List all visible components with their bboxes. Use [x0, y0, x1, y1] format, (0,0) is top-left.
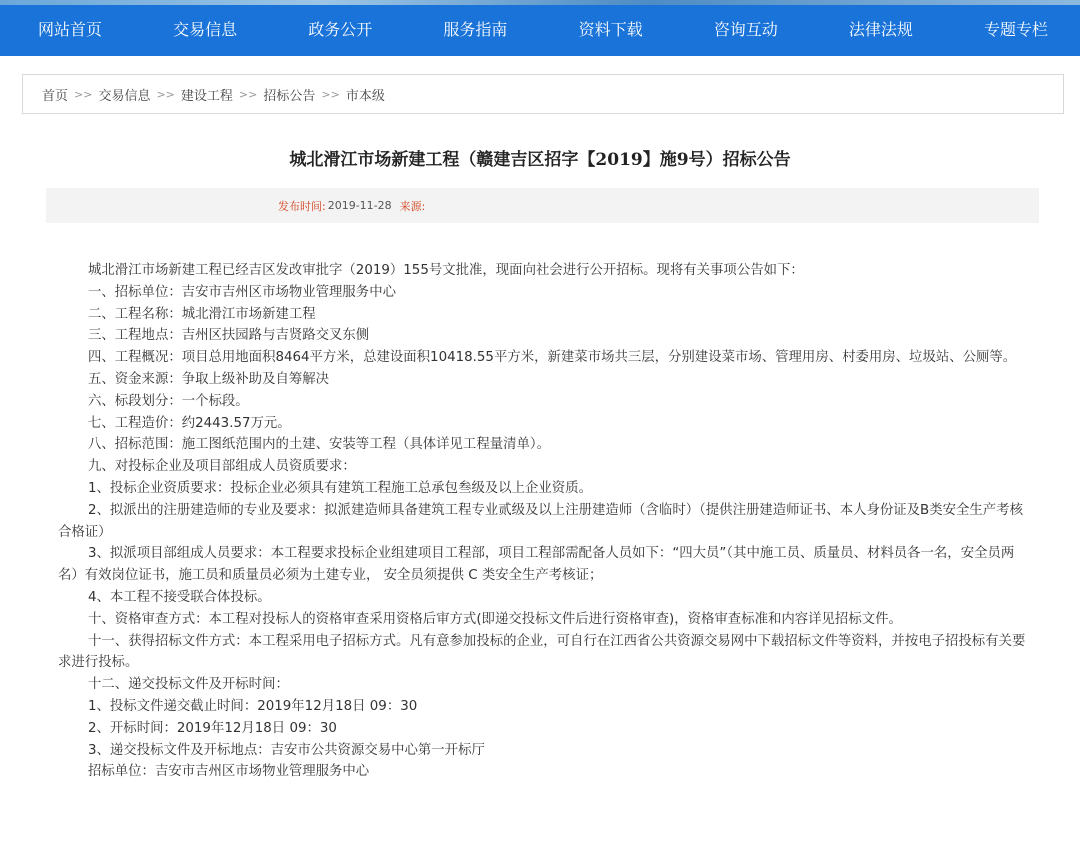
nav-item-laws[interactable]: 法律法规 [848, 19, 913, 39]
breadcrumb-home[interactable]: 首页 [42, 88, 69, 104]
article-paragraph: 四、工程概况：项目总用地面积8464平方米，总建设面积10418.55平方米，新建菜市场共三层，分别建设菜市场、管理用房、村委用房、垃圾站、公厕等。 [88, 350, 1017, 366]
article-paragraph: 1、投标企业资质要求：投标企业必须具有建筑工程施工总承包叁级及以上企业资质。 [88, 480, 592, 496]
breadcrumb-separator: >> [156, 87, 175, 101]
breadcrumb-separator: >> [238, 87, 258, 101]
article-body [58, 260, 1028, 783]
article-paragraph: 3、拟派项目部组成人员要求：本工程要求投标企业组建项目工程部，项目工程部需配备人员如下：“四大员”（其中施工员、质量员、材料员各一名，安全员两名）有效岗位证书，施工员和质量员必须为土建专业， 安全员须提供 C 类安全生产考核证； [58, 546, 1015, 584]
source-label: 来源: [399, 199, 426, 213]
nav-item-downloads[interactable]: 资料下载 [578, 19, 643, 39]
breadcrumb-separator: >> [74, 87, 93, 101]
nav-item-topics[interactable]: 专题专栏 [983, 19, 1048, 39]
article-paragraph: 2、拟派出的注册建造师的专业及要求：拟派建造师具备建筑工程专业贰级及以上注册建造师（含临时）（提供注册建造师证书、本人身份证及B类安全生产考核合格证） [58, 502, 1023, 540]
nav-item-gov-affairs[interactable]: 政务公开 [308, 19, 373, 39]
article-paragraph: 九、对投标企业及项目部组成人员资质要求： [88, 459, 356, 475]
article-paragraph: 3、递交投标文件及开标地点：吉安市公共资源交易中心第一开标厅 [88, 742, 485, 758]
header-banner-strip [0, 0, 1080, 5]
article-paragraph: 二、工程名称：城北滑江市场新建工程 [88, 306, 316, 322]
breadcrumb-city-level[interactable]: 市本级 [345, 88, 385, 104]
article-title: 城北滑江市场新建工程（赣建吉区招字【2019】施9号）招标公告 [289, 150, 791, 170]
article-paragraph: 八、招标范围：施工图纸范围内的土建、安装等工程（具体详见工程量清单）。 [88, 437, 550, 453]
nav-item-consulting[interactable]: 咨询互动 [713, 19, 778, 39]
publish-date: 2019-11-28 [327, 199, 392, 212]
article-paragraph: 十二、递交投标文件及开标时间： [88, 677, 289, 693]
article-paragraph: 十一、获得招标文件方式：本工程采用电子招标方式。凡有意参加投标的企业，可自行在江西省公共资源交易网中下载招标文件等资料，并按电子招投标有关要求进行投标。 [58, 633, 1026, 671]
article-paragraph: 十、资格审查方式：本工程对投标人的资格审查采用资格后审方式(即递交投标文件后进行资格审查)，资格审查标准和内容详见招标文件。 [88, 611, 902, 627]
nav-item-home[interactable]: 网站首页 [38, 19, 103, 39]
breadcrumb [22, 74, 1064, 114]
breadcrumb-construction[interactable]: 建设工程 [180, 88, 233, 104]
top-navigation-bar [0, 0, 1080, 56]
publish-time-label: 发布时间: [278, 199, 326, 213]
breadcrumb-separator: >> [321, 87, 340, 101]
article-paragraph: 五、资金来源：争取上级补助及自筹解决 [88, 371, 330, 387]
article-paragraph: 一、招标单位：吉安市吉州区市场物业管理服务中心 [88, 284, 396, 300]
nav-item-trade-info[interactable]: 交易信息 [173, 19, 238, 39]
intro-paragraph: 城北滑江市场新建工程已经吉区发改审批字（2019）155号文批准，现面向社会进行公开招标。现将有关事项公告如下： [88, 263, 804, 278]
article-paragraph: 三、工程地点：吉州区扶园路与吉贤路交叉东侧 [88, 328, 370, 344]
nav-item-service-guide[interactable]: 服务指南 [443, 19, 508, 39]
tender-unit-footer: 招标单位：吉安市吉州区市场物业管理服务中心 [88, 764, 370, 780]
article-paragraph: 2、开标时间：2019年12月18日 09：30 [88, 720, 337, 736]
article-paragraph: 1、投标文件递交截止时间：2019年12月18日 09：30 [88, 698, 418, 714]
article-paragraph: 六、标段划分：一个标段。 [88, 393, 249, 409]
breadcrumb-tender-notice[interactable]: 招标公告 [263, 88, 316, 104]
article-paragraph: 4、本工程不接受联合体投标。 [88, 589, 271, 605]
breadcrumb-trade-info[interactable]: 交易信息 [98, 88, 151, 104]
article-paragraph: 七、工程造价：约2443.57万元。 [88, 415, 291, 431]
article-meta-bar [46, 188, 1039, 223]
